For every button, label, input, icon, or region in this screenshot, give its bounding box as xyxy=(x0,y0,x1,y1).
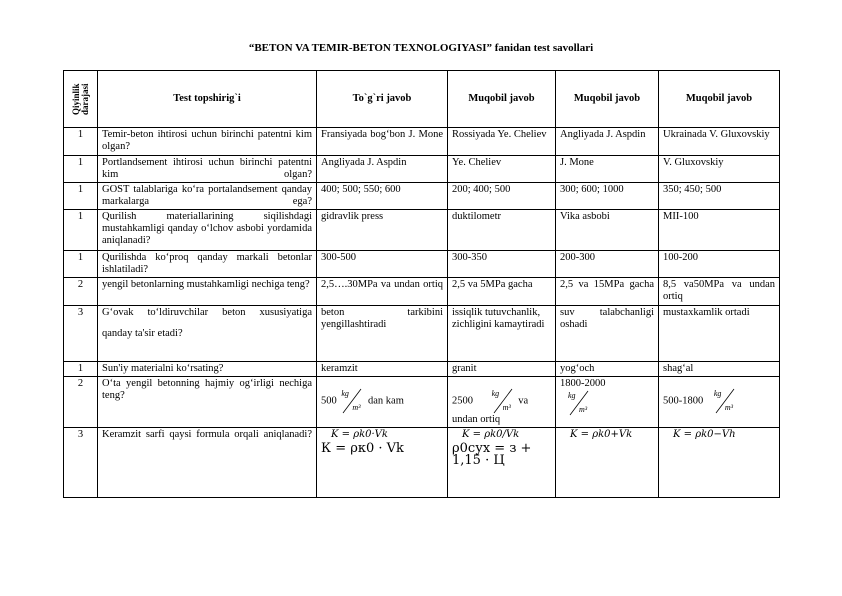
table-row xyxy=(64,428,780,498)
table-row xyxy=(64,362,780,377)
test-questions-table xyxy=(63,70,780,498)
correct-answer-cell: Angliyada J. Aspdin xyxy=(317,156,448,183)
table-row xyxy=(64,128,780,156)
unit-fraction: kg m³ xyxy=(712,388,738,414)
unit-fraction: kg m³ xyxy=(490,388,516,414)
formula-text: K = ρk0·Vk xyxy=(331,429,388,440)
alt-answer-1-cell: Ye. Cheliev xyxy=(448,156,556,183)
table-row xyxy=(64,251,780,278)
header-level: Qiyinlik darajasi xyxy=(64,71,98,128)
correct-answer-cell: beton tarkibini yengillashtiradi xyxy=(317,306,448,362)
alt-answer-3-cell: 8,5 va50MPa va undan ortiq xyxy=(659,278,780,306)
formula-image-text: К = ρк0 · Vk xyxy=(321,441,404,456)
task-cell: O‘ta yengil betonning hajmiy og‘irligi nechiga teng? xyxy=(98,377,317,428)
correct-answer-cell: gidravlik press xyxy=(317,210,448,251)
alt-answer-1-cell: granit xyxy=(448,362,556,377)
alt-answer-3-cell: 500-1800 kg m³ xyxy=(659,377,780,428)
level-cell: 2 xyxy=(64,377,98,428)
table-row xyxy=(64,183,780,210)
alt-answer-2-cell: Vika asbobi xyxy=(556,210,659,251)
level-cell: 3 xyxy=(64,306,98,362)
correct-answer-cell: Fransiyada bog‘bon J. Mone xyxy=(317,128,448,156)
header-alt1: Muqobil javob xyxy=(448,71,556,128)
alt-answer-2-cell: 2,5 va 15MPa gacha xyxy=(556,278,659,306)
formula-text: K = ρk0/Vk xyxy=(462,429,520,440)
level-cell: 1 xyxy=(64,183,98,210)
alt-answer-1-cell: 200; 400; 500 xyxy=(448,183,556,210)
correct-answer-cell xyxy=(317,377,448,428)
alt-answer-1-cell: duktilometr xyxy=(448,210,556,251)
formula-text: K = ρk0+Vk xyxy=(570,429,633,440)
level-cell: 2 xyxy=(64,278,98,306)
level-cell: 1 xyxy=(64,251,98,278)
task-cell: Sun'iy materialni ko‘rsating? xyxy=(98,362,317,377)
alt-answer-1-cell: 2,5 va 5MPa gacha xyxy=(448,278,556,306)
alt-answer-1-cell: 300-350 xyxy=(448,251,556,278)
alt-answer-3-cell: shag‘al xyxy=(659,362,780,377)
page-title: “BETON VA TEMIR-BETON TEXNOLOGIYASI” fanidan test savollari xyxy=(248,42,594,54)
suffix-text: dan kam xyxy=(368,395,404,407)
correct-answer-cell: 400; 500; 550; 600 xyxy=(317,183,448,210)
alt-answer-3-cell: V. Gluxovskiy xyxy=(659,156,780,183)
task-cell: Qurilishda ko‘proq qanday markali betonlar ishlatiladi? xyxy=(98,251,317,278)
table-row xyxy=(64,156,780,183)
header-correct: To`g`ri javob xyxy=(317,71,448,128)
task-line-2: qanday ta'sir etadi? xyxy=(102,328,183,339)
alt-answer-2-cell: yog‘och xyxy=(556,362,659,377)
level-cell: 1 xyxy=(64,362,98,377)
formula-text: K = ρk0−Vh xyxy=(673,429,736,440)
correct-answer-cell: 2,5….30MPa va undan ortiq xyxy=(317,278,448,306)
alt-answer-2-cell: suv talabchanligi oshadi xyxy=(556,306,659,362)
alt-answer-2-cell: J. Mone xyxy=(556,156,659,183)
alt-answer-3-cell: 350; 450; 500 xyxy=(659,183,780,210)
header-alt3: Muqobil javob xyxy=(659,71,780,128)
alt-answer-2-cell xyxy=(556,428,659,498)
alt-answer-2-cell: 300; 600; 1000 xyxy=(556,183,659,210)
correct-answer-cell xyxy=(317,428,448,498)
task-cell: Portlandsement ihtirosi uchun birinchi patentni kim olgan? xyxy=(98,156,317,183)
correct-answer-cell: 300-500 xyxy=(317,251,448,278)
level-cell: 1 xyxy=(64,128,98,156)
table-row xyxy=(64,377,780,428)
alt-answer-3-cell: Ukrainada V. Gluxovskiy xyxy=(659,128,780,156)
alt-answer-2-cell: 200-300 xyxy=(556,251,659,278)
task-cell: Qurilish materiallarining siqilishdagi mustahkamligi qanday o‘lchov asbobi yordamida aniqlanadi? xyxy=(98,210,317,251)
unit-fraction: kg m³ xyxy=(566,390,592,416)
table-row xyxy=(64,210,780,251)
formula-image-text: ρ0сух = з + 1,15 · Ц xyxy=(452,441,532,468)
table-row xyxy=(64,278,780,306)
correct-answer-cell: keramzit xyxy=(317,362,448,377)
alt-answer-3-cell xyxy=(659,428,780,498)
header-alt2: Muqobil javob xyxy=(556,71,659,128)
task-cell xyxy=(98,306,317,362)
task-cell: Keramzit sarfi qaysi formula orqali aniqlanadi? xyxy=(98,428,317,498)
task-cell: yengil betonlarning mustahkamligi nechiga teng? xyxy=(98,278,317,306)
unit-fraction: kg m³ xyxy=(339,388,365,414)
level-cell: 1 xyxy=(64,210,98,251)
level-cell: 1 xyxy=(64,156,98,183)
alt-answer-3-cell: mustaxkamlik ortadi xyxy=(659,306,780,362)
alt-answer-2-cell: 1800-2000 kg m³ xyxy=(556,377,659,428)
alt-answer-2-cell: Angliyada J. Aspdin xyxy=(556,128,659,156)
alt-answer-3-cell: 100-200 xyxy=(659,251,780,278)
alt-answer-1-cell: 2500 kg m³ va undan ortiq xyxy=(448,377,556,428)
task-line-1: G‘ovak to‘ldiruvchilar beton xususiyatiga xyxy=(102,307,312,318)
level-cell: 3 xyxy=(64,428,98,498)
table-row xyxy=(64,306,780,362)
task-cell: Temir-beton ihtirosi uchun birinchi patentni kim olgan? xyxy=(98,128,317,156)
alt-answer-1-cell: Rossiyada Ye. Cheliev xyxy=(448,128,556,156)
alt-answer-1-cell xyxy=(448,428,556,498)
table-header-row xyxy=(64,71,780,128)
value-text: 500 xyxy=(321,395,337,407)
alt-answer-3-cell: MII-100 xyxy=(659,210,780,251)
header-task: Test topshirig`i xyxy=(98,71,317,128)
task-cell: GOST talablariga ko‘ra portalandsement qanday markalarga ega? xyxy=(98,183,317,210)
alt-answer-1-cell: issiqlik tutuvchanlik, zichligini kamaytiradi xyxy=(448,306,556,362)
